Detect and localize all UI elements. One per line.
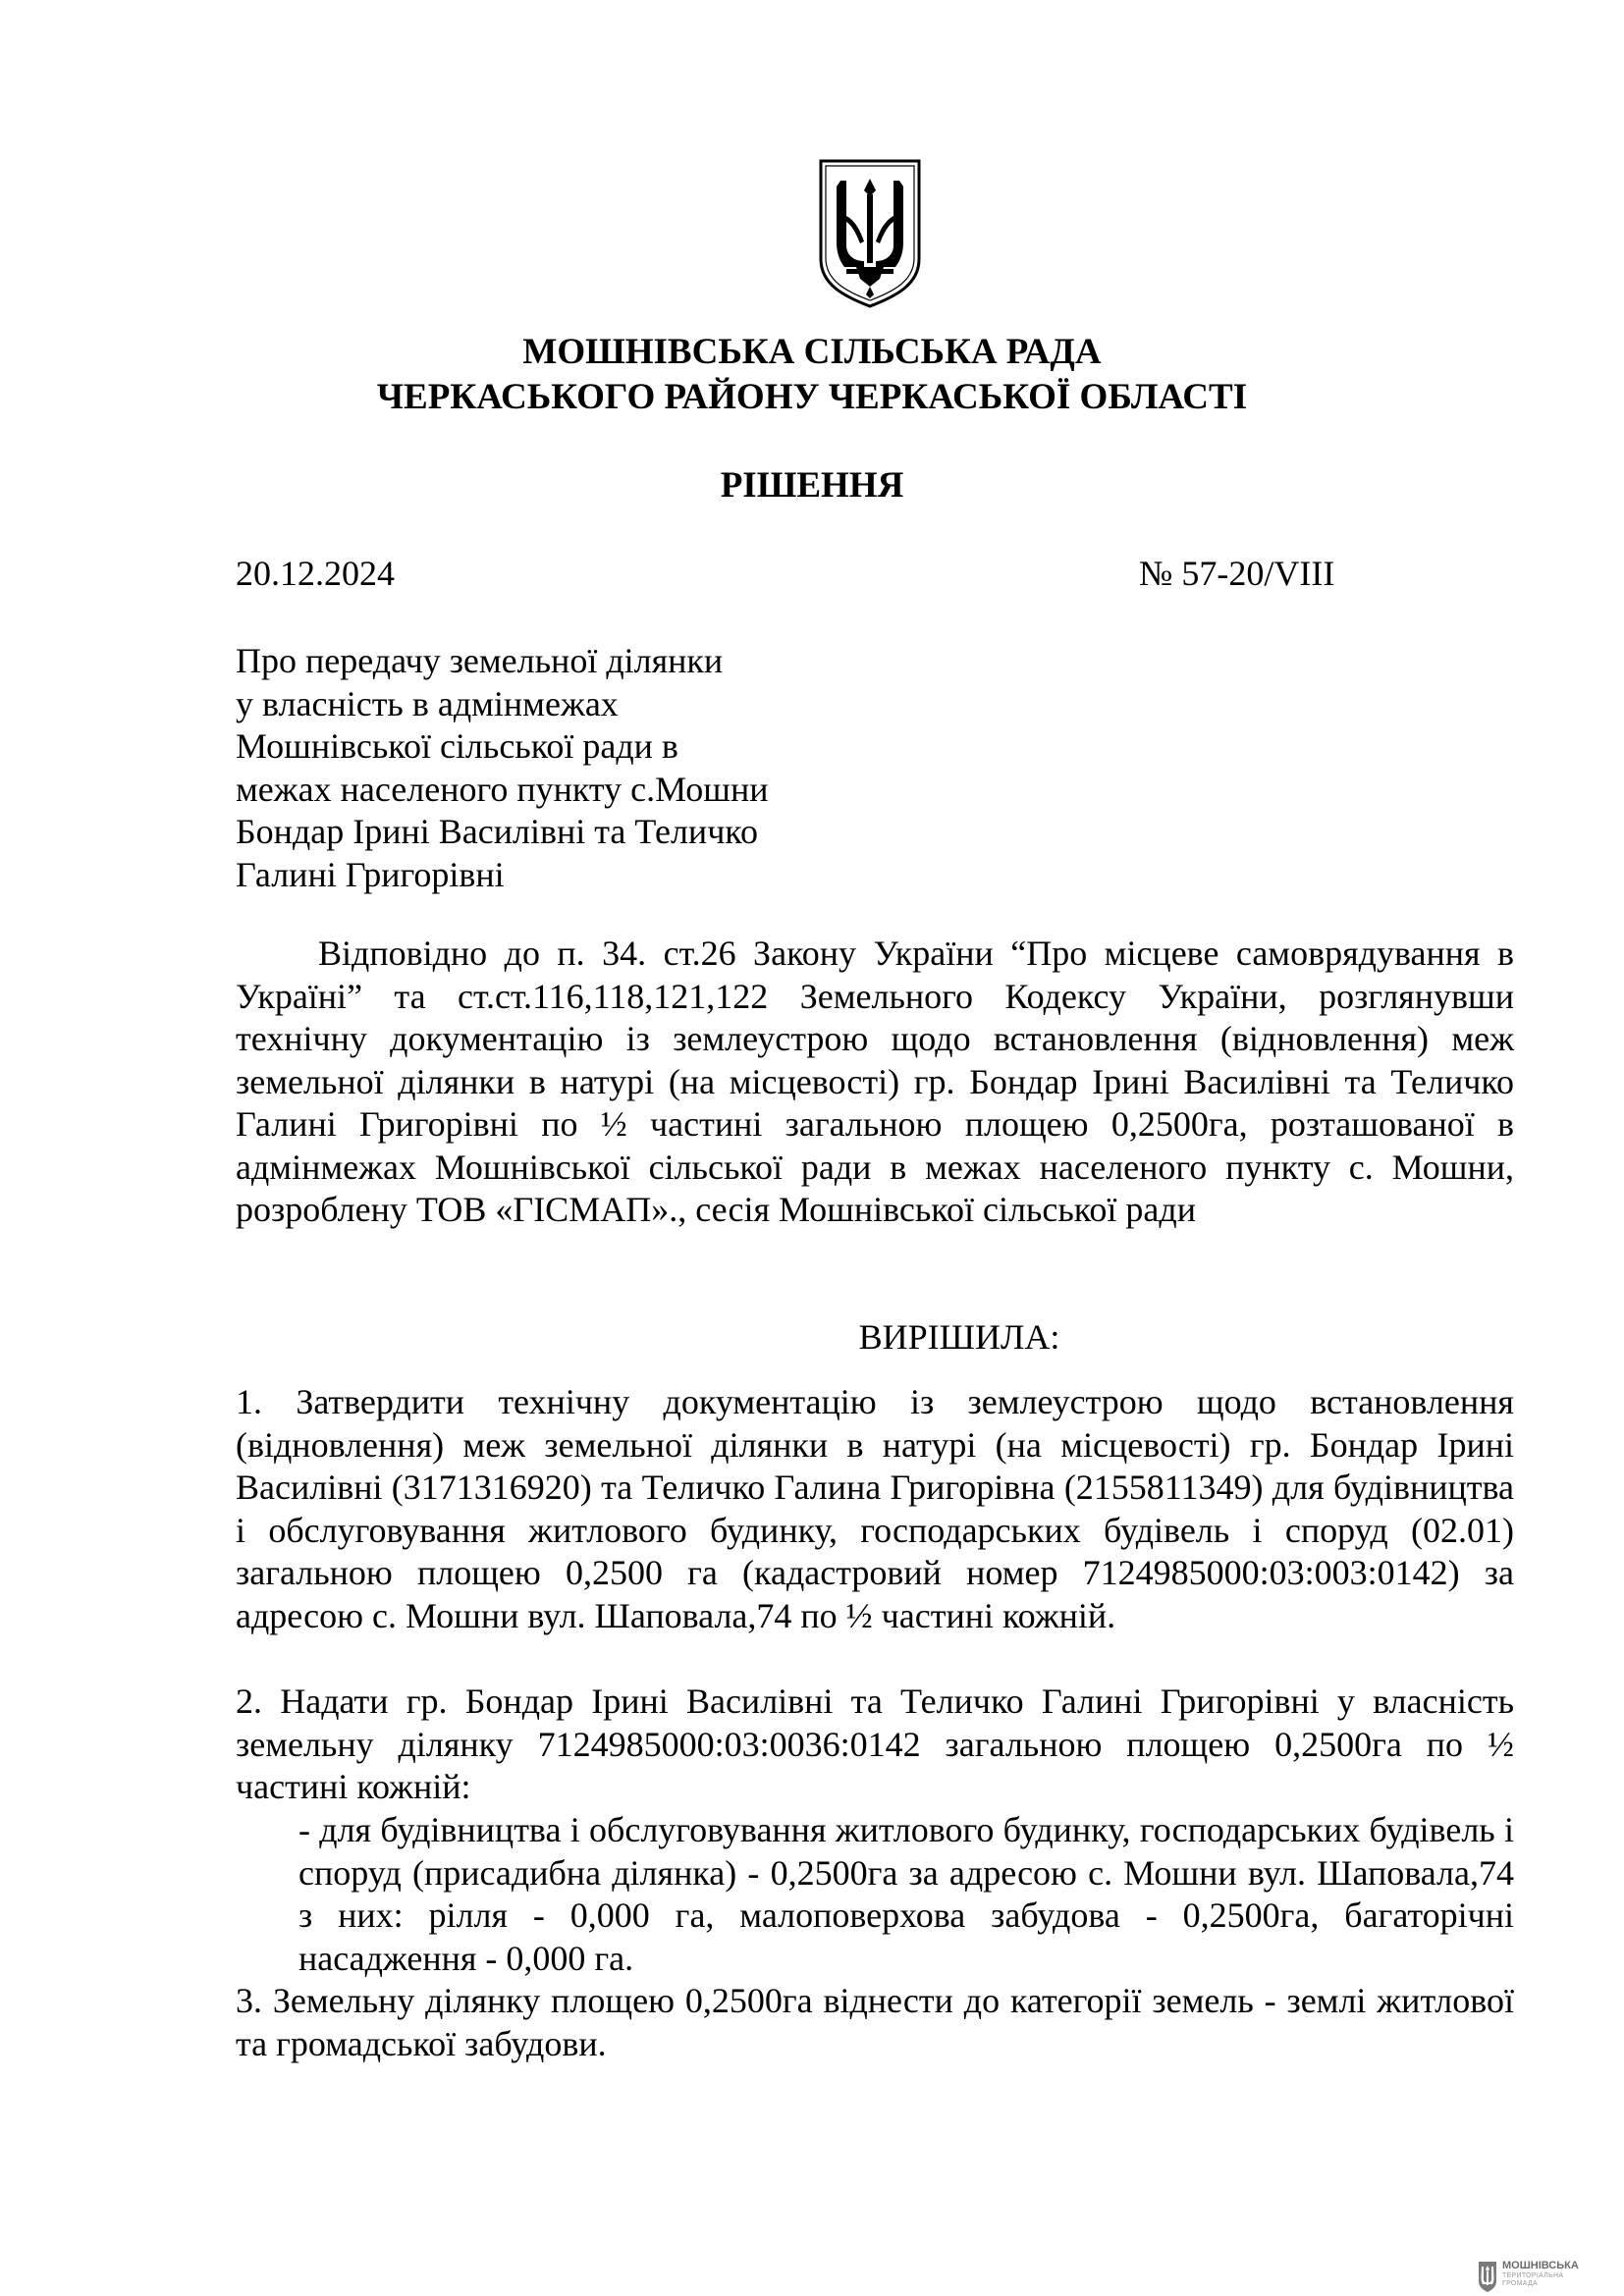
resolution-item-3: 3. Земельну ділянку площею 0,2500га віднести до категорії земель - землі житлової та громадської забудови. [236,1981,1514,2063]
subject-line: межах населеного пункту с.Мошни [236,769,769,809]
logo-title: МОШНІВСЬКА [1502,2260,1579,2271]
subject-line: у власність в адмінмежах [236,683,619,723]
decision-date: 20.12.2024 [236,554,395,593]
subject-line: Про передачу земельної ділянки [236,641,724,680]
resolved-heading: ВИРІШИЛА: [858,1317,1060,1357]
resolution-item-2-subitem: - для будівництва і обслуговування житлового будинку, господарських будівель і споруд (присадибна ділянка) - 0,2500га за адресою с. Мошни вул. Шаповала,74 з них: рілля - 0,000 га, малоповерхова забудова - 0,2500га, багаторічні насадження - 0,000 га. [298,1810,1514,1978]
subject-line: Галині Григорівні [236,854,505,894]
subject-line: Мошнівської сільської ради в [236,726,678,766]
trident-coat-of-arms-icon [817,157,923,309]
trident-logo-icon [1477,2260,1498,2293]
decision-number: № 57-20/VIII [1139,554,1335,593]
logo-subtitle: ТЕРИТОРІАЛЬНА [1502,2272,1564,2279]
resolution-item-2: 2. Надати гр. Бондар Ірині Василівні та Теличко Галині Григорівні у власність земельну ділянку 7124985000:03:0036:0142 загальною площею 0,2500га по ½ частині кожній: [236,1682,1514,1806]
community-logo [1477,2260,1624,2295]
subject-line: Бондар Ірині Василівні та Теличко [236,812,758,851]
logo-subtitle: ГРОМАДА [1502,2280,1538,2287]
preamble-paragraph: Відповідно до п. 34. ст.26 Закону України “Про місцеве самоврядування в Україні” та ст.ст.116,118,121,122 Земельного Кодексу України, розглянувши технічну документацію із землеустрою щодо встановлення (відновлення) меж земельної ділянки в натурі (на місцевості) гр. Бондар Ірині Василівні та Теличко Галині Григорівні по ½ частині загальною площею 0,2500га, розташованої в адмінмежах Мошнівської сільської ради в межах населеного пункту с. Мошни, розроблену ТОВ «ГІСМАП»., сесія Мошнівської сільської ради [236,934,1514,1229]
council-name: МОШНІВСЬКА СІЛЬСЬКА РАДА [522,332,1102,372]
district-name: ЧЕРКАСЬКОГО РАЙОНУ ЧЕРКАСЬКОЇ ОБЛАСТІ [376,377,1248,417]
document-type-title: РІШЕННЯ [720,465,904,506]
resolution-item-1: 1. Затвердити технічну документацію із землеустрою щодо встановлення (відновлення) меж земельної ділянки в натурі (на місцевості) гр. Бондар Ірині Василівні (3171316920) та Теличко Галина Григорівна (2155811349) для будівництва і обслуговування житлового будинку, господарських будівель і споруд (02.01) загальною площею 0,2500 га (кадастровий номер 7124985000:03:003:0142) за адресою с. Мошни вул. Шаповала,74 по ½ частині кожній. [236,1382,1514,1635]
decision-subject [236,640,923,896]
